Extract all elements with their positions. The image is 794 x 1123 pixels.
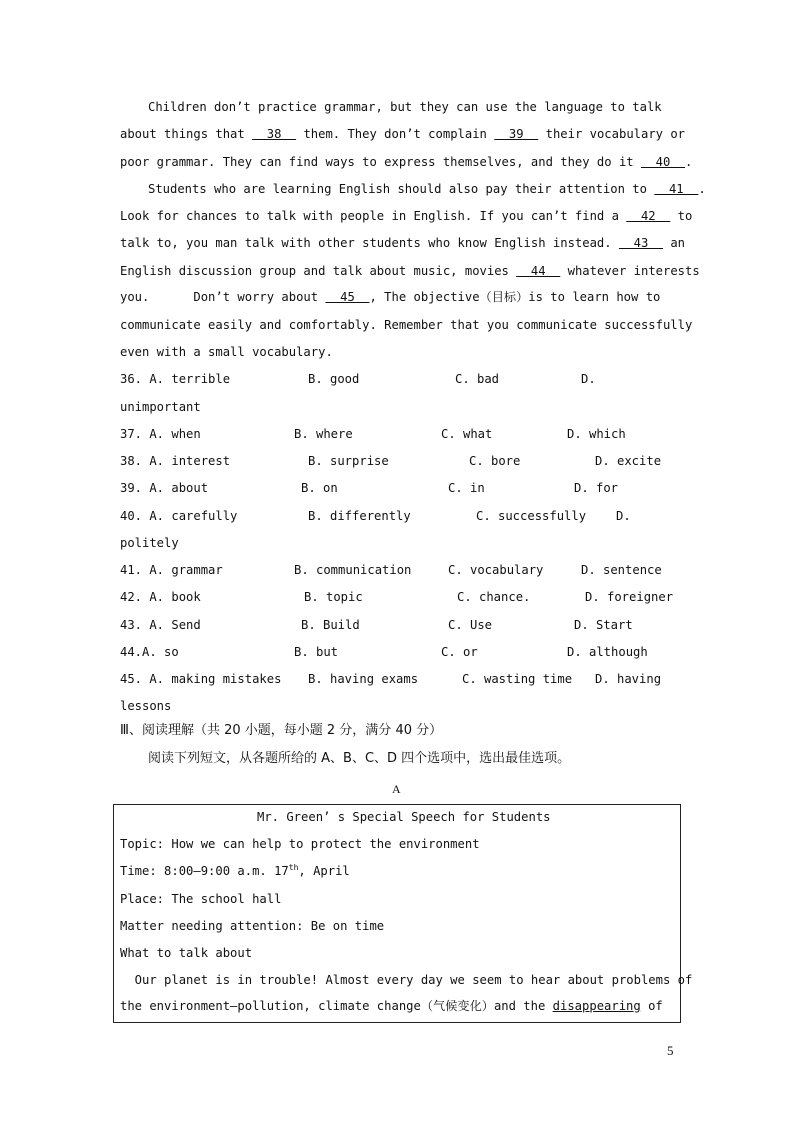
passage-line: you. Don’t worry about 45 , The objective（目标）is to learn how to (120, 290, 661, 304)
question-41-option-d: D. sentence (581, 563, 662, 577)
passage-line: talk to, you man talk with other students who know English instead. 43 an (120, 236, 685, 250)
passage-label: A (392, 782, 401, 796)
question-37-option-c: C. what (441, 427, 493, 441)
question-43-option-c: C. Use (448, 618, 493, 632)
question-45-option-d-text: lessons (120, 699, 172, 713)
passage-line: English discussion group and talk about music, movies 44 whatever interests (120, 264, 700, 278)
question-44-option-a: 44.A. so (120, 645, 179, 659)
question-39-option-b: B. on (301, 481, 338, 495)
question-43-option-b: B. Build (301, 618, 360, 632)
page-number: 5 (667, 1043, 674, 1058)
blank-45: 45 (325, 290, 370, 304)
blank-44: 44 (516, 264, 561, 278)
blank-42: 42 (626, 209, 671, 223)
blank-39: 39 (494, 127, 539, 141)
question-41-option-a: 41. A. grammar (120, 563, 223, 577)
passage-line: even with a small vocabulary. (120, 345, 333, 359)
question-41-option-c: C. vocabulary (448, 563, 544, 577)
question-42-option-c: C. chance. (457, 590, 531, 604)
passage-line: communicate easily and comfortably. Remember that you communicate successfully (120, 318, 693, 332)
section-instruction: 阅读下列短文，从各题所给的 A、B、C、D 四个选项中，选出最佳选项。 (148, 751, 571, 766)
notice-what-heading: What to talk about (120, 946, 253, 960)
question-38-option-a: 38. A. interest (120, 454, 231, 468)
question-42-option-a: 42. A. book (120, 590, 201, 604)
question-38-option-b: B. surprise (308, 454, 389, 468)
question-45-option-c: C. wasting time (462, 672, 573, 686)
question-38-option-c: C. bore (469, 454, 521, 468)
question-36-option-c: C. bad (455, 372, 500, 386)
blank-40: 40 (640, 155, 685, 169)
notice-time: Time: 8:00—9:00 a.m. 17th, April (120, 863, 350, 878)
question-37-option-d: D. which (567, 427, 626, 441)
passage-line: Look for chances to talk with people in English. If you can’t find a 42 to (120, 209, 693, 223)
notice-matter: Matter needing attention: Be on time (120, 919, 385, 933)
passage-line: Students who are learning English should also pay their attention to 41 . (148, 182, 706, 196)
notice-box (113, 804, 693, 1023)
question-40-option-d: D. (616, 509, 631, 523)
question-44-option-c: C. or (441, 645, 478, 659)
passage-line: poor grammar. They can find ways to express themselves, and they do it 40 . (120, 155, 693, 169)
question-37-option-a: 37. A. when (120, 427, 201, 441)
notice-body-line: the environment—pollution, climate change（气候变化）and the disappearing of (120, 999, 663, 1013)
question-43-option-d: D. Start (574, 618, 633, 632)
question-45-option-a: 45. A. making mistakes (120, 672, 282, 686)
question-40-option-a: 40. A. carefully (120, 509, 238, 523)
question-38-option-d: D. excite (595, 454, 662, 468)
question-37-option-b: B. where (294, 427, 353, 441)
question-44-option-d: D. although (567, 645, 648, 659)
question-36-option-a: 36. A. terrible (120, 372, 231, 386)
question-40-option-c: C. successfully (476, 509, 587, 523)
question-45-option-b: B. having exams (308, 672, 419, 686)
question-41-option-b: B. communication (294, 563, 412, 577)
question-44-option-b: B. but (294, 645, 339, 659)
question-40-option-d-text: politely (120, 536, 179, 550)
passage-line: about things that 38 them. They don’t complain 39 their vocabulary or (120, 127, 686, 141)
question-39-option-d: D. for (574, 481, 619, 495)
question-36-option-b: B. good (308, 372, 360, 386)
question-36-option-d-text: unimportant (120, 400, 201, 414)
blank-41: 41 (654, 182, 699, 196)
notice-title: Mr. Green’ s Special Speech for Students (257, 810, 551, 824)
question-42-option-d: D. foreigner (585, 590, 674, 604)
question-36-option-d: D. (581, 372, 596, 386)
blank-43: 43 (618, 236, 663, 250)
question-39-option-c: C. in (448, 481, 485, 495)
question-40-option-b: B. differently (308, 509, 411, 523)
underlined-word: disappearing (552, 999, 641, 1013)
notice-place: Place: The school hall (120, 892, 282, 906)
blank-38: 38 (252, 127, 297, 141)
question-42-option-b: B. topic (304, 590, 363, 604)
section-heading: Ⅲ、阅读理解（共 20 小题，每小题 2 分，满分 40 分） (120, 723, 443, 738)
passage-line: Children don’t practice grammar, but they can use the language to talk (148, 100, 662, 114)
notice-body-line: Our planet is in trouble! Almost every day we seem to hear about problems of (120, 973, 693, 987)
question-39-option-a: 39. A. about (120, 481, 209, 495)
notice-topic: Topic: How we can help to protect the environment (120, 837, 480, 851)
question-43-option-a: 43. A. Send (120, 618, 201, 632)
question-45-option-d: D. having (595, 672, 662, 686)
